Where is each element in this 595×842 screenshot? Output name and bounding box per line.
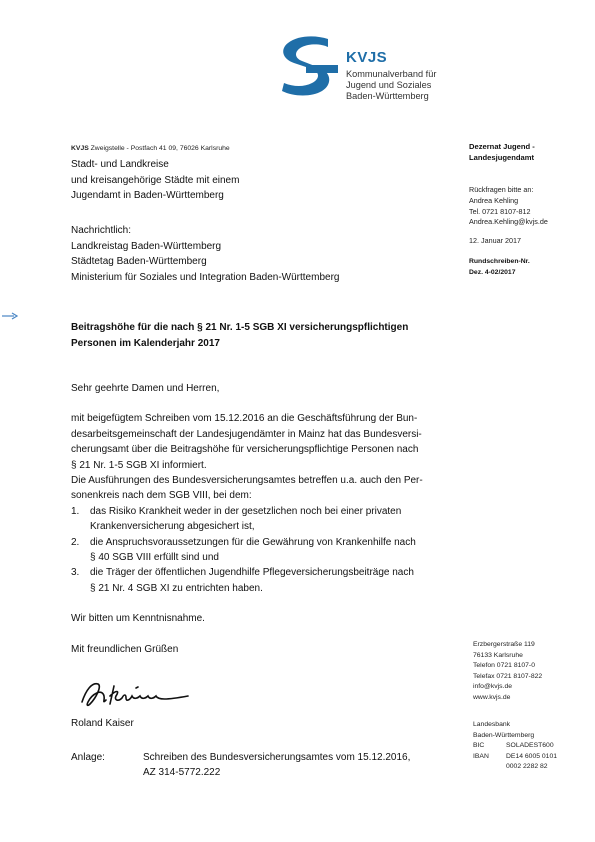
paragraph-line: desarbeitsgemeinschaft der Landesjugendämter in Mainz hat das Bundesversi- (71, 428, 422, 440)
phone-line: Telefon 0721 8107-0 (473, 662, 535, 670)
fold-mark-arrow (2, 307, 18, 325)
paragraph-2 (71, 473, 461, 504)
list-text: die Träger der öffentlichen Jugendhilfe Pflegeversicherungsbeiträge nach (90, 567, 414, 579)
bank-details (473, 720, 591, 773)
signer-name: Roland Kaiser (71, 718, 134, 729)
logo-org-line: Baden-Württemberg (346, 91, 429, 101)
sender-address: Zweigstelle - Postfach 41 09, 76026 Karlsruhe (90, 145, 230, 152)
contact-label: Rückfragen bitte an: (469, 185, 534, 194)
attachment-line: AZ 314-5772.222 (143, 767, 221, 779)
email-link[interactable]: info@kvjs.de (473, 683, 513, 691)
list-number: 3. (71, 567, 80, 579)
greeting: Mit freundlichen Grüßen (71, 643, 179, 655)
logo-org-line: Kommunalverband für (346, 69, 437, 79)
circular-label: Rundschreiben-Nr. (469, 257, 530, 265)
sidebar (469, 141, 589, 278)
website-link[interactable]: www.kvjs.de (473, 693, 511, 701)
paragraph-line: mit beigefügtem Schreiben vom 15.12.2016 an die Geschäftsführung der Bun- (71, 413, 418, 425)
bic-label: BIC (473, 742, 485, 750)
list-number: 1. (71, 505, 80, 517)
list-item (71, 535, 461, 566)
cc-line: Landkreistag Baden-Württemberg (71, 240, 222, 252)
letter-date: 12. Januar 2017 (469, 236, 521, 246)
list-item (71, 565, 461, 596)
contact-phone: Tel. 0721 8107-812 (469, 206, 531, 216)
bic-row (473, 741, 591, 752)
kvjs-logo-mark (276, 33, 342, 103)
circular-number: Dez. 4-02/2017 (469, 268, 516, 276)
subject-line: Personen im Kalenderjahr 2017 (71, 338, 220, 349)
list-item (71, 504, 461, 535)
handwritten-signature (76, 676, 196, 715)
paragraph-line: cherungsamt über die Beitragshöhe für versicherungspflichtige Personen nach (71, 444, 419, 456)
cc-line: Städtetag Baden-Württemberg (71, 256, 207, 267)
bank-name: Landesbank (473, 721, 511, 728)
arrow-right-icon (2, 312, 18, 320)
list-text: § 21 Nr. 4 SGB XI zu entrichten haben. (90, 582, 263, 594)
list-text: das Risiko Krankheit weder in der gesetzlichen noch bei einer privaten (90, 505, 402, 517)
department-line: Landesjugendamt (469, 153, 534, 162)
attachment-text (143, 750, 410, 781)
list-number: 2. (71, 536, 80, 548)
closing-note: Wir bitten um Kenntnisnahme. (71, 613, 205, 625)
cc-label: Nachrichtlich: (71, 225, 132, 236)
kvjs-logo (276, 33, 466, 103)
paragraph-line: sonenkreis nach dem SGB VIII, bei dem: (71, 490, 252, 502)
cc-line: Ministerium für Soziales und Integration Baden-Württemberg (71, 271, 340, 283)
salutation: Sehr geehrte Damen und Herren, (71, 383, 220, 394)
logo-name: KVJS (346, 49, 388, 66)
paragraph-line: § 21 Nr. 1-5 SGB XI informiert. (71, 459, 207, 471)
attachment-label: Anlage: (71, 752, 105, 763)
list-text: Krankenversicherung abgesichert ist, (90, 521, 255, 533)
letter-body (71, 381, 461, 657)
iban-row-continued (473, 762, 591, 773)
footer-address (473, 640, 591, 704)
contact-email[interactable]: Andrea.Kehling@kvjs.de (469, 217, 548, 227)
signature-image (76, 676, 196, 710)
contact-name: Andrea Kehling (469, 195, 519, 205)
fax-line: Telefax 0721 8107-822 (473, 672, 543, 680)
address-line: Erzbergerstraße 119 (473, 641, 535, 648)
recipient-line: Jugendamt in Baden-Württemberg (71, 190, 224, 201)
recipient-line: Stadt- und Landkreise (71, 159, 169, 170)
paragraph-line: Die Ausführungen des Bundesversicherungsamtes betreffen u.a. auch den Per- (71, 475, 423, 487)
attachment-line: Schreiben des Bundesversicherungsamtes vom 15.12.2016, (143, 752, 411, 763)
iban-value: 0002 2282 82 (506, 763, 548, 771)
bic-value: SOLADEST600 (506, 742, 554, 750)
logo-org-block (346, 69, 436, 102)
iban-label: IBAN (473, 752, 489, 760)
subject-line: Beitragshöhe für die nach § 21 Nr. 1-5 SGB XI versicherungspflichtigen (71, 322, 409, 333)
address-line: 76133 Karlsruhe (473, 651, 523, 659)
list-text: die Anspruchsvoraussetzungen für die Gewährung von Krankenhilfe nach (90, 536, 416, 548)
sender-line (71, 145, 230, 152)
recipient-block (71, 157, 239, 204)
bank-name: Baden-Württemberg (473, 731, 535, 739)
list-text: § 40 SGB VIII erfüllt sind und (90, 552, 219, 564)
subject (71, 320, 408, 352)
recipient-line: und kreisangehörige Städte mit einem (71, 174, 240, 186)
numbered-list (71, 504, 461, 596)
logo-org-line: Jugend und Soziales (346, 80, 432, 90)
iban-row (473, 752, 591, 763)
cc-block (71, 223, 339, 285)
iban-spacer (473, 762, 506, 773)
department-line: Dezernat Jugend - (469, 142, 535, 151)
paragraph-1 (71, 411, 461, 473)
iban-value: DE14 6005 0101 (506, 752, 558, 760)
sender-org: KVJS (71, 145, 89, 152)
